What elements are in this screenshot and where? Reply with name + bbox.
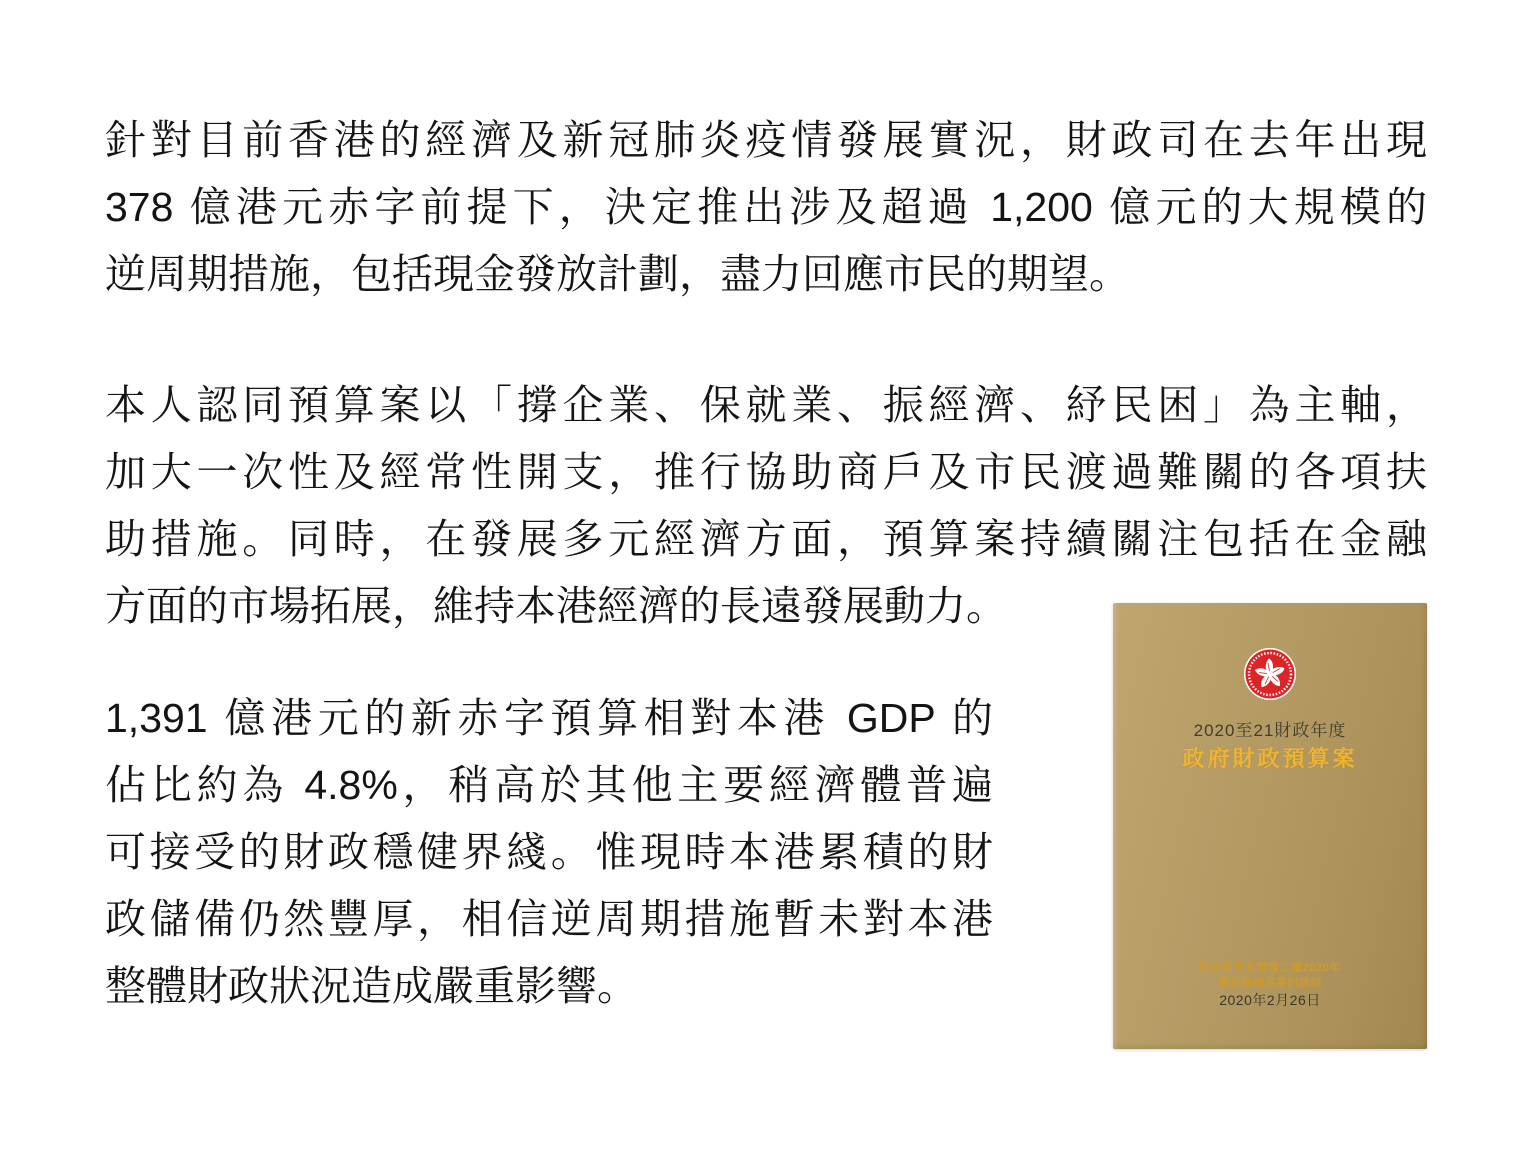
cover-date: 2020年2月26日: [1219, 992, 1321, 1008]
paragraph-2: [105, 372, 1427, 640]
cover-motion-line: 財政司司長動議二讀2020年: [1199, 962, 1341, 974]
text-line: 助措施。同時，在發展多元經濟方面，預算案持續關注包括在金融: [105, 516, 1427, 562]
paragraph-1: [105, 107, 1427, 308]
text-line: 本人認同預算案以「撐企業、保就業、振經濟、紓民困」為主軸，: [105, 382, 1427, 428]
text-line: 可接受的財政穩健界綫。惟現時本港累積的財: [105, 829, 993, 875]
cover-motion-line: 撥款條例草案的演詞: [1218, 977, 1322, 989]
cover-motion-text: [1113, 961, 1427, 991]
hksar-emblem-icon: [1244, 648, 1296, 700]
text-line: 1,391 億港元的新赤字預算相對本港 GDP 的: [105, 695, 993, 741]
text-line: 378 億港元赤字前提下，決定推出涉及超過 1,200 億元的大規模的: [105, 184, 1427, 230]
text-line: 整體財政狀況造成嚴重影響。: [105, 963, 638, 1009]
text-line: 方面的市場拓展，維持本港經濟的長遠發展動力。: [105, 583, 1007, 629]
text-line: 逆周期措施，包括現金發放計劃，盡力回應市民的期望。: [105, 251, 1130, 297]
text-line: 政儲備仍然豐厚，相信逆周期措施暫未對本港: [105, 896, 993, 942]
text-line: 佔比約為 4.8%，稍高於其他主要經濟體普遍: [105, 762, 993, 808]
text-line: 加大一次性及經常性開支，推行協助商戶及市民渡過難關的各項扶: [105, 449, 1427, 495]
text-line: 針對目前香港的經濟及新冠肺炎疫情發展實況，財政司在去年出現: [105, 117, 1427, 163]
budget-cover-image: [1113, 603, 1427, 1049]
paragraph-3: [105, 685, 993, 1020]
cover-year-label: 2020至21財政年度: [1193, 721, 1347, 740]
cover-title: 政府財政預算案: [1182, 746, 1358, 771]
